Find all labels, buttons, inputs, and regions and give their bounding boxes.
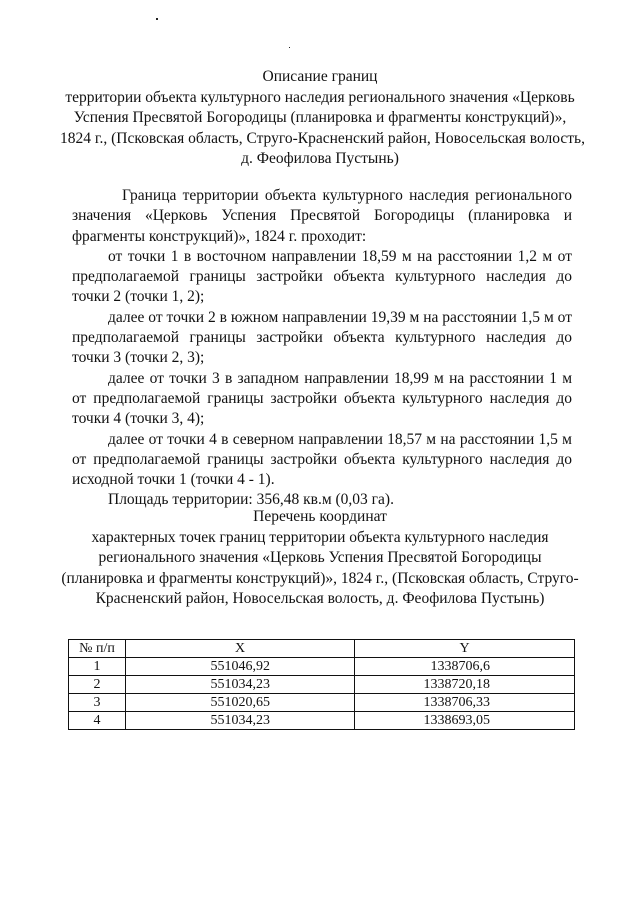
title-line: Перечень координат bbox=[253, 508, 387, 525]
title-line: (планировка и фрагменты конструкций)», 1824 г., (Псковская область, Струго- bbox=[61, 569, 579, 587]
header-y: Y bbox=[355, 640, 575, 658]
segment-paragraph: от точки 1 в восточном направлении 18,59 м на расстоянии 1,2 м от предполагаемой границы застройки объекта культурного наследия до точки 2 (точки 1, 2); bbox=[72, 247, 572, 306]
segment-paragraph: далее от точки 2 в южном направлении 19,39 м на расстоянии 1,5 м от предполагаемой границы застройки объекта культурного наследия до точки 3 (точки 2, 3); bbox=[72, 308, 572, 367]
table-row bbox=[69, 658, 575, 676]
cell-y: 1338693,05 bbox=[355, 712, 575, 730]
table-row bbox=[69, 712, 575, 730]
title-line: Описание границ bbox=[262, 68, 378, 85]
title-line: регионального значения «Церковь Успения Пресвятой Богородицы bbox=[98, 549, 542, 566]
coordinates-list-title bbox=[60, 507, 580, 610]
cell-number: 3 bbox=[69, 694, 126, 712]
scan-speck bbox=[156, 18, 158, 20]
cell-x: 551034,23 bbox=[126, 676, 355, 694]
cell-number: 4 bbox=[69, 712, 126, 730]
cell-number: 1 bbox=[69, 658, 126, 676]
cell-x: 551046,92 bbox=[126, 658, 355, 676]
area-paragraph: Площадь территории: 356,48 кв.м (0,03 га). bbox=[108, 491, 394, 509]
table-row bbox=[69, 694, 575, 712]
coordinates-table bbox=[68, 639, 575, 730]
cell-x: 551034,23 bbox=[126, 712, 355, 730]
cell-number: 2 bbox=[69, 676, 126, 694]
intro-paragraph: Граница территории объекта культурного наследия регионального значения «Церковь Успения Пресвятой Богородицы (планировка и фрагменты конструкций)», 1824 г. проходит: bbox=[72, 187, 572, 245]
title-line: Успения Пресвятой Богородицы (планировка и фрагменты конструкций)», bbox=[73, 109, 567, 126]
title-line: характерных точек границ территории объекта культурного наследия bbox=[91, 528, 549, 546]
title-line: д. Феофилова Пустынь) bbox=[241, 150, 399, 167]
segment-paragraph: далее от точки 3 в западном направлении 18,99 м на расстоянии 1 м от предполагаемой границы застройки объекта культурного наследия до точки 4 (точки 3, 4); bbox=[72, 369, 572, 428]
header-x: X bbox=[126, 640, 355, 658]
table-row bbox=[69, 676, 575, 694]
header-number: № п/п bbox=[69, 640, 126, 658]
boundary-description bbox=[72, 186, 572, 511]
title-line: Красненский район, Новосельская волость, д. Феофилова Пустынь) bbox=[95, 590, 545, 607]
title-line: 1824 г., (Псковская область, Струго-Красненский район, Новосельская волость, bbox=[60, 129, 585, 147]
cell-y: 1338720,18 bbox=[355, 676, 575, 694]
table-header-row bbox=[69, 640, 575, 658]
title-line: территории объекта культурного наследия регионального значения «Церковь bbox=[65, 88, 575, 106]
cell-x: 551020,65 bbox=[126, 694, 355, 712]
scan-speck bbox=[289, 47, 290, 48]
cell-y: 1338706,6 bbox=[355, 658, 575, 676]
cell-y: 1338706,33 bbox=[355, 694, 575, 712]
boundary-description-title bbox=[60, 67, 585, 170]
segment-paragraph: далее от точки 4 в северном направлении 18,57 м на расстоянии 1,5 м от предполагаемой границы застройки объекта культурного наследия до исходной точки 1 (точки 4 - 1). bbox=[72, 430, 572, 489]
